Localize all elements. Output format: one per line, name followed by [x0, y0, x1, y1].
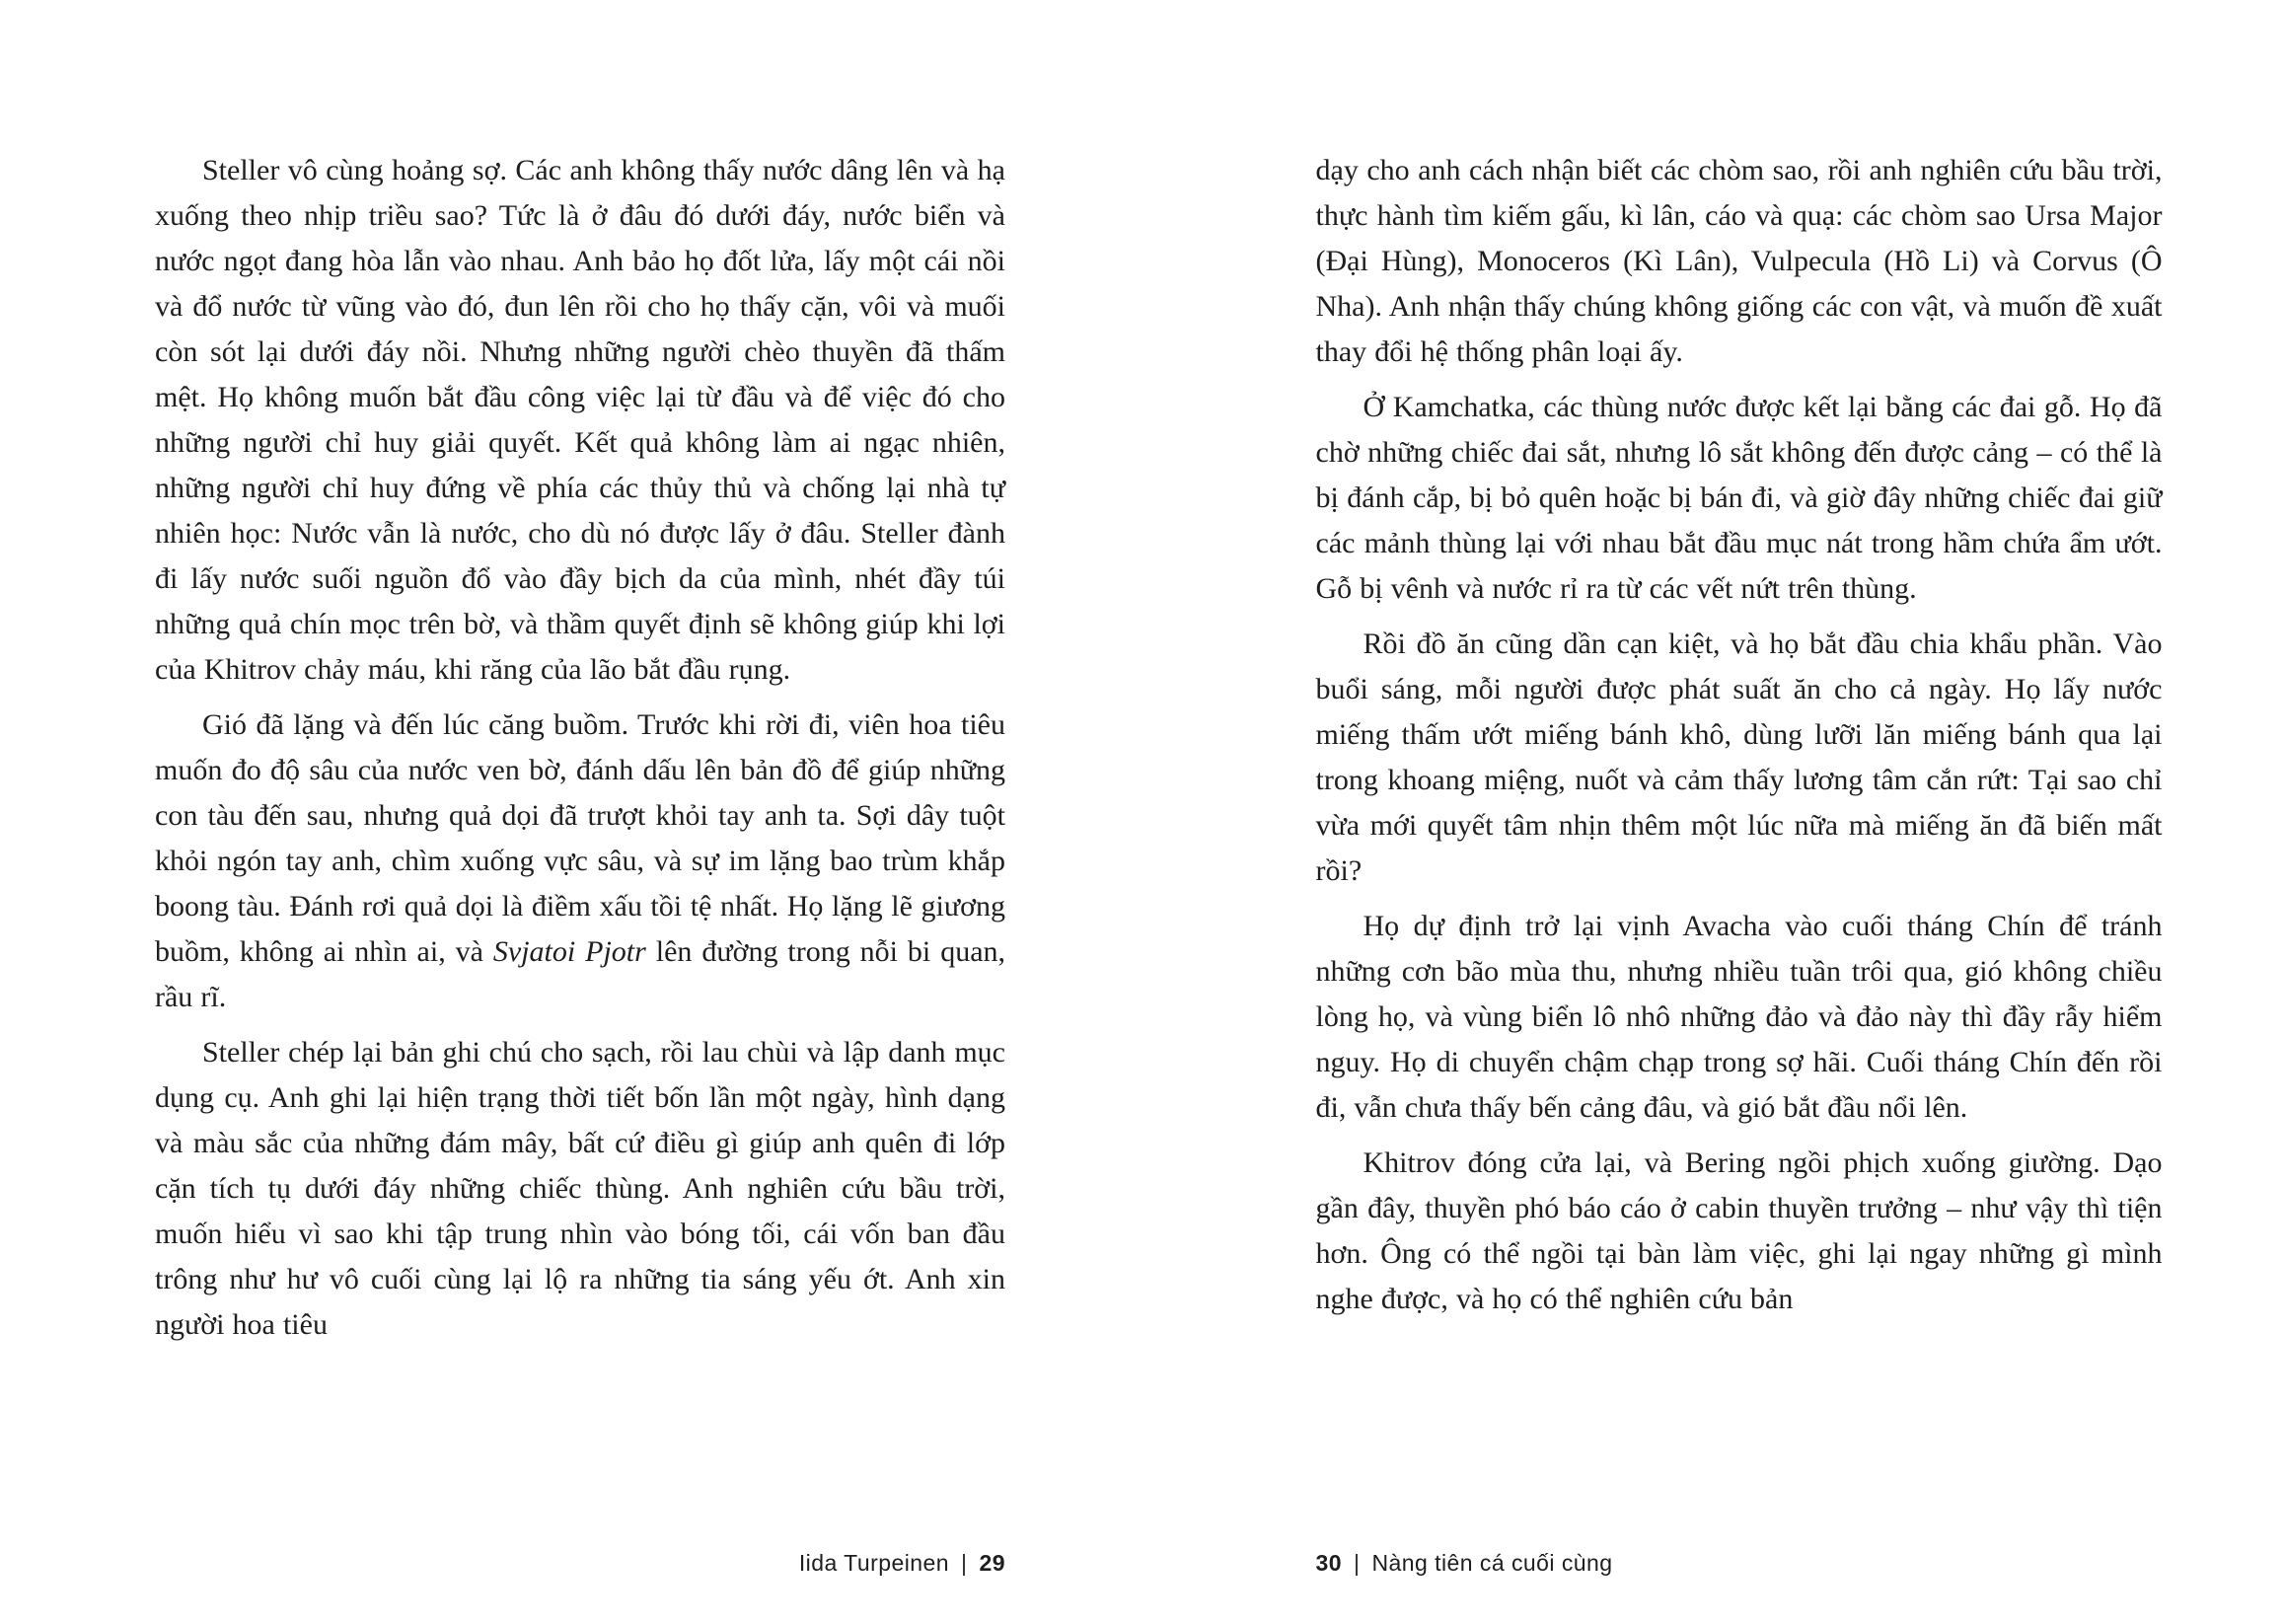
- right-page-footer: [1316, 1550, 2163, 1577]
- footer-book-title: Nàng tiên cá cuối cùng: [1371, 1550, 1613, 1576]
- page-number: 30: [1315, 1550, 1343, 1576]
- paragraph: Rồi đồ ăn cũng dần cạn kiệt, và họ bắt đầu chia khẩu phần. Vào buổi sáng, mỗi người được phát suất ăn cho cả ngày. Họ lấy nước miếng thấm ướt miếng bánh khô, dùng lưỡi lăn miếng bánh qua lại trong khoang miệng, nuốt và cảm thấy lương tâm cắn rứt: Tại sao chỉ vừa mới quyết tâm nhịn thêm một lúc nữa mà miếng ăn đã biến mất rồi?: [1315, 627, 2163, 887]
- paragraph: Khitrov đóng cửa lại, và Bering ngồi phịch xuống giường. Dạo gần đây, thuyền phó báo cáo ở cabin thuyền trưởng – như vậy thì tiện hơn. Ông có thể ngồi tại bàn làm việc, ghi lại ngay những gì mình nghe được, và họ có thể nghiên cứu bản: [1315, 1146, 2163, 1315]
- left-page-footer: [155, 1550, 1005, 1577]
- footer-separator: |: [1354, 1550, 1361, 1576]
- ship-name-italic: Svjatoi Pjotr: [492, 935, 646, 968]
- paragraph: Steller vô cùng hoảng sợ. Các anh không thấy nước dâng lên và hạ xuống theo nhịp triều sao? Tức là ở đâu đó dưới đáy, nước biển và nước ngọt đang hòa lẫn vào nhau. Anh bảo họ đốt lửa, lấy một cái nồi và đổ nước từ vũng vào đó, đun lên rồi cho họ thấy cặn, vôi và muối còn sót lại dưới đáy nồi. Nhưng những người chèo thuyền đã thấm mệt. Họ không muốn bắt đầu công việc lại từ đầu và để việc đó cho những người chỉ huy giải quyết. Kết quả không làm ai ngạc nhiên, những người chỉ huy đứng về phía các thủy thủ và chống lại nhà tự nhiên học: Nước vẫn là nước, cho dù nó được lấy ở đâu. Steller đành đi lấy nước suối nguồn đổ vào đầy bịch da của mình, nhét đầy túi những quả chín mọc trên bờ, và thầm quyết định sẽ không giúp khi lợi của Khitrov chảy máu, khi răng của lão bắt đầu rụng.: [155, 154, 1005, 686]
- footer-author: Iida Turpeinen: [798, 1550, 950, 1576]
- right-text-column: [1316, 148, 2163, 1322]
- footer-separator: |: [961, 1550, 968, 1576]
- paragraph: [155, 702, 1005, 1020]
- paragraph-text: Gió đã lặng và đến lúc căng buồm. Trước khi rời đi, viên hoa tiêu muốn đo độ sâu của nước ven bờ, đánh dấu lên bản đồ để giúp những con tàu đến sau, nhưng quả dọi đã trượt khỏi tay anh ta. Sợi dây tuột khỏi ngón tay anh, chìm xuống vực sâu, và sự im lặng bao trùm khắp boong tàu. Đánh rơi quả dọi là điềm xấu tồi tệ nhất. Họ lặng lẽ giương buồm, không ai nhìn ai, và: [155, 708, 1005, 968]
- paragraph: Ở Kamchatka, các thùng nước được kết lại bằng các đai gỗ. Họ đã chờ những chiếc đai sắt, nhưng lô sắt không đến được cảng – có thể là bị đánh cắp, bị bỏ quên hoặc bị bán đi, và giờ đây những chiếc đai giữ các mảnh thùng lại với nhau bắt đầu mục nát trong hầm chứa ẩm ướt. Gỗ bị vênh và nước rỉ ra từ các vết nứt trên thùng.: [1315, 391, 2163, 605]
- page-right: [1142, 0, 2284, 1624]
- paragraph: dạy cho anh cách nhận biết các chòm sao, rồi anh nghiên cứu bầu trời, thực hành tìm kiếm gấu, kì lân, cáo và quạ: các chòm sao Ursa Major (Đại Hùng), Monoceros (Kì Lân), Vulpecula (Hồ Li) và Corvus (Ô Nha). Anh nhận thấy chúng không giống các con vật, và muốn đề xuất thay đổi hệ thống phân loại ấy.: [1315, 154, 2163, 368]
- paragraph-text: lên đường trong nỗi bi quan, rầu rĩ.: [155, 935, 1006, 1013]
- paragraph: Họ dự định trở lại vịnh Avacha vào cuối tháng Chín để tránh những cơn bão mùa thu, nhưng nhiều tuần trôi qua, gió không chiều lòng họ, và vùng biển lô nhô những đảo và đảo này thì đầy rẫy hiểm nguy. Họ di chuyển chậm chạp trong sợ hãi. Cuối tháng Chín đến rồi đi, vẫn chưa thấy bến cảng đâu, và gió bắt đầu nổi lên.: [1315, 910, 2163, 1124]
- page-number: 29: [979, 1550, 1005, 1576]
- paragraph: Steller chép lại bản ghi chú cho sạch, rồi lau chùi và lập danh mục dụng cụ. Anh ghi lại hiện trạng thời tiết bốn lần một ngày, hình dạng và màu sắc của những đám mây, bất cứ điều gì giúp anh quên đi lớp cặn tích tụ dưới đáy những chiếc thùng. Anh nghiên cứu bầu trời, muốn hiểu vì sao khi tập trung nhìn vào bóng tối, cái vốn ban đầu trông như hư vô cuối cùng lại lộ ra những tia sáng yếu ớt. Anh xin người hoa tiêu: [155, 1036, 1005, 1341]
- left-text-column: [155, 148, 1005, 1348]
